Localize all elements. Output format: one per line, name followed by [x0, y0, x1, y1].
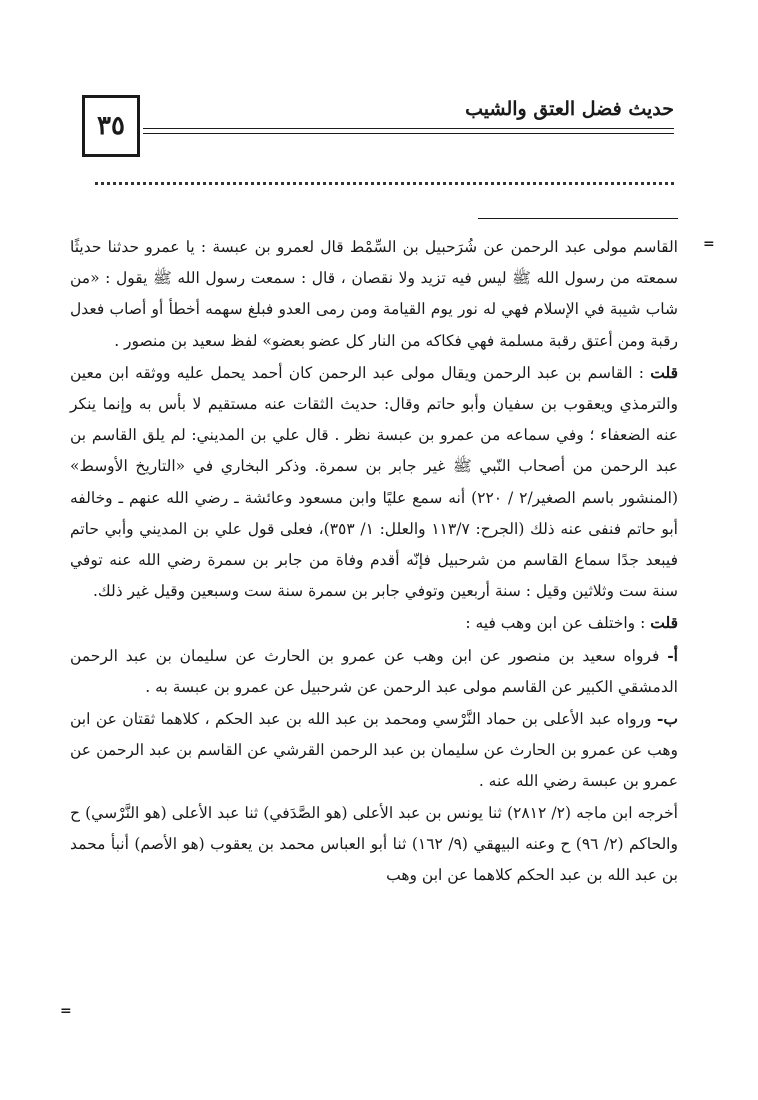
paragraph-text: ورواه عبد الأعلى بن حماد النَّرْسي ومحمد بن عبد الله بن عبد الحكم ، كلاهما ثقتان عن ابن وهب عن عمرو بن الحارث عن سليمان بن عبد الرحمن القرشي عن القاسم بن عبد الرحمن عن عمرو بن عبسة رضي الله عنه .	[70, 710, 678, 791]
paragraph-text: : القاسم بن عبد الرحمن ويقال مولى عبد الرحمن كان أحمد يحمل عليه ووثقه ابن معين والترمذي ويعقوب بن سفيان وأبو حاتم وقال: حديث الثقات عنه مستقيم لا بأس به وإنما ينكر عنه الضعفاء ؛ وفي سماعه من عمرو بن عبسة نظر . قال علي بن المديني: لم يلق القاسم بن عبد الرحمن من أصحاب النّبي ﷺ غير جابر بن سمرة. وذكر البخاري في «التاريخ الأوسط» (المنشور باسم الصغير/٢ / ٢٢٠) أنه سمع عليًا وابن مسعود وعائشة ـ رضي الله عنهم ـ وخالفه أبو حاتم فنفى عنه ذلك (الجرح: ١١٣/٧ والعلل: ١/ ٣٥٣)، فعلى قول علي بن المديني وأبي حاتم فيبعد جدًا سماع القاسم من شرحبيل فإنّه أقدم وفاة من جابر بن سمرة رضي الله عنه توفي سنة ست وثلاثين وقيل : سنة أربعين وتوفي جابر بن سمرة سنة ست وسبعين وقيل غير ذلك.	[70, 363, 678, 601]
page-number-text: ٣٥	[97, 111, 125, 141]
paragraph-text: أخرجه ابن ماجه (٢/ ٢٨١٢) ثنا يونس بن عبد الأعلى (هو الصَّدَفي) ثنا عبد الأعلى (هو النَّرْسي) ح والحاكم (٢/ ٩٦) ح وعنه البيهقي (٩/ ١٦٢) ثنا أبو العباس محمد بن يعقوب (هو الأصم) أنبأ محمد بن عبد الله بن عبد الحكم كلاهما عن ابن وهب	[70, 803, 678, 885]
running-title: حديث فضل العتق والشيب	[465, 98, 674, 120]
header-rule	[143, 128, 674, 134]
paragraph-alif	[70, 640, 678, 703]
paragraph-text: القاسم مولى عبد الرحمن عن شُرَحبيل بن السِّمْط قال لعمرو بن عبسة : يا عمرو حدثنا حديثًا سمعته من رسول الله ﷺ ليس فيه تزيد ولا نقصان ، قال : سمعت رسول الله ﷺ يقول : «من شاب شيبة في الإسلام فهي له نور يوم القيامة ومن رمى العدو فبلغ سهمه أخطأ أو أصاب فعدل رقبة ومن أعتق رقبة مسلمة فهي فكاكه من النار كل عضو بعضو» لفظ سعيد بن منصور .	[70, 238, 678, 350]
paragraph-text: : واختلف عن ابن وهب فيه :	[465, 614, 646, 633]
paragraph-label: ب-	[656, 709, 679, 729]
paragraph-ba	[70, 703, 678, 798]
paragraph-label: قلت	[650, 613, 678, 633]
paragraph-hadith	[70, 232, 678, 357]
dotted-separator	[95, 182, 674, 185]
margin-mark-top: =	[703, 236, 715, 252]
margin-mark-bottom: =	[60, 1003, 72, 1019]
paragraph-qultu-2	[70, 607, 678, 639]
paragraph-qultu-1	[70, 357, 678, 608]
paragraph-text: فرواه سعيد بن منصور عن ابن وهب عن عمرو بن الحارث عن سليمان بن عبد الرحمن الدمشقي الكبير عن القاسم مولى عبد الرحمن عن شرحبيل عن عمرو بن عبسة به .	[70, 646, 678, 696]
page-number	[82, 95, 140, 157]
body-text	[70, 232, 678, 891]
paragraph-label: أ-	[667, 645, 678, 665]
paragraph-label: قلت	[650, 362, 678, 382]
paragraph-takhrij	[70, 798, 678, 892]
footnote-rule	[478, 218, 678, 219]
